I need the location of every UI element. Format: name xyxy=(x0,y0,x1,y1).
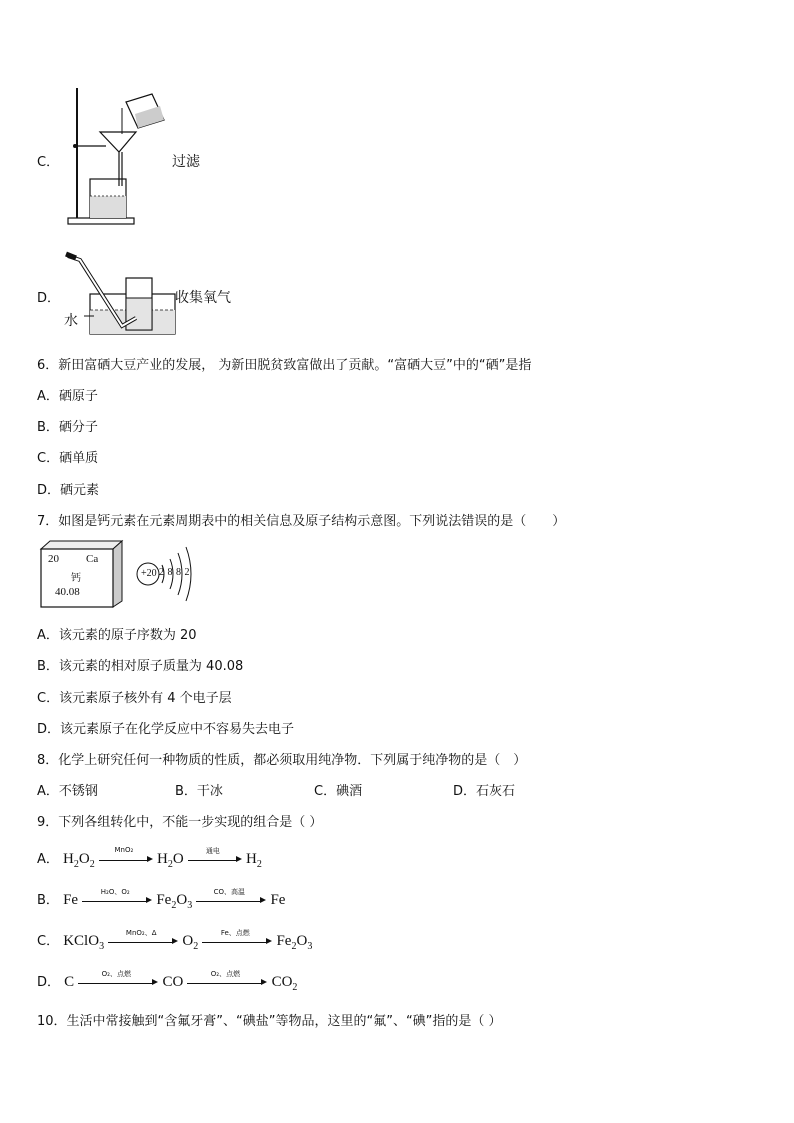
gas-collection-image xyxy=(64,250,179,338)
q5-option-d-water-label: 水 xyxy=(64,313,78,329)
periodic-cell-box xyxy=(38,539,124,609)
q9-option-d: D． C O₂、点燃 CO O₂、点燃 $CO_2$ xyxy=(37,970,298,993)
cell-atomic-mass: 40.08 xyxy=(55,586,80,598)
q9-stem: 9．下列各组转化中，不能一步实现的组合是（ ） xyxy=(37,815,323,830)
atom-shell-electrons: 2 8 8 2 xyxy=(159,567,190,578)
q5-option-d-letter: D． xyxy=(37,291,61,306)
q6-option-c: C．硒单质 xyxy=(37,451,99,466)
q8-stem: 8．化学上研究任何一种物质的性质，都必须取用纯净物．下列属于纯净物的是（ ） xyxy=(37,753,527,768)
q10-stem: 10．生活中常接触到“含氟牙膏”、“碘盐”等物品，这里的“氟”、“碘”指的是（ ） xyxy=(37,1014,502,1029)
q7-figure xyxy=(38,539,198,609)
q9-option-c: C． KClO$_3$ MnO₂、Δ $O_2$ Fe、点燃 $Fe_2O_3$ xyxy=(37,929,313,952)
q6-option-d: D．硒元素 xyxy=(37,483,100,498)
q7-option-c: C．该元素原子核外有 4 个电子层 xyxy=(37,691,232,706)
filtration-apparatus-image xyxy=(60,84,170,229)
q9-option-a: A． $H_2O_2$ MnO₂ $H_2O$ 通电 $H_2$ xyxy=(37,846,262,870)
q7-stem: 7．如图是钙元素在元素周期表中的相关信息及原子结构示意图。下列说法错误的是（ ） xyxy=(37,514,566,529)
q5-option-d-label: 收集氧气 xyxy=(175,290,231,306)
q7-option-d: D．该元素原子在化学反应中不容易失去电子 xyxy=(37,722,295,737)
q5-option-c-label: 过滤 xyxy=(172,154,200,170)
q8-option-a: A．不锈钢 xyxy=(37,784,98,799)
q7-option-a: A．该元素的原子序数为 20 xyxy=(37,628,197,643)
q6-stem: 6．新田富硒大豆产业的发展， 为新田脱贫致富做出了贡献。“富硒大豆”中的“硒”是指 xyxy=(37,358,532,373)
q8-option-c: C．碘酒 xyxy=(314,784,363,799)
q6-option-b: B．硒分子 xyxy=(37,420,98,435)
q8-option-b: B．干冰 xyxy=(175,784,223,799)
q5-option-c-letter: C． xyxy=(37,155,60,170)
q7-option-b: B．该元素的相对原子质量为 40.08 xyxy=(37,659,244,674)
q8-option-d: D．石灰石 xyxy=(453,784,516,799)
cell-symbol: Ca xyxy=(86,553,99,565)
cell-element-name: 钙 xyxy=(71,573,81,584)
q9-option-b: B． Fe H₂O、O₂ $Fe_2O_3$ CO、高温 Fe xyxy=(37,888,286,911)
cell-atomic-number: 20 xyxy=(48,553,59,565)
q6-option-a: A．硒原子 xyxy=(37,389,98,404)
atom-nucleus-charge: +20 xyxy=(141,568,157,579)
